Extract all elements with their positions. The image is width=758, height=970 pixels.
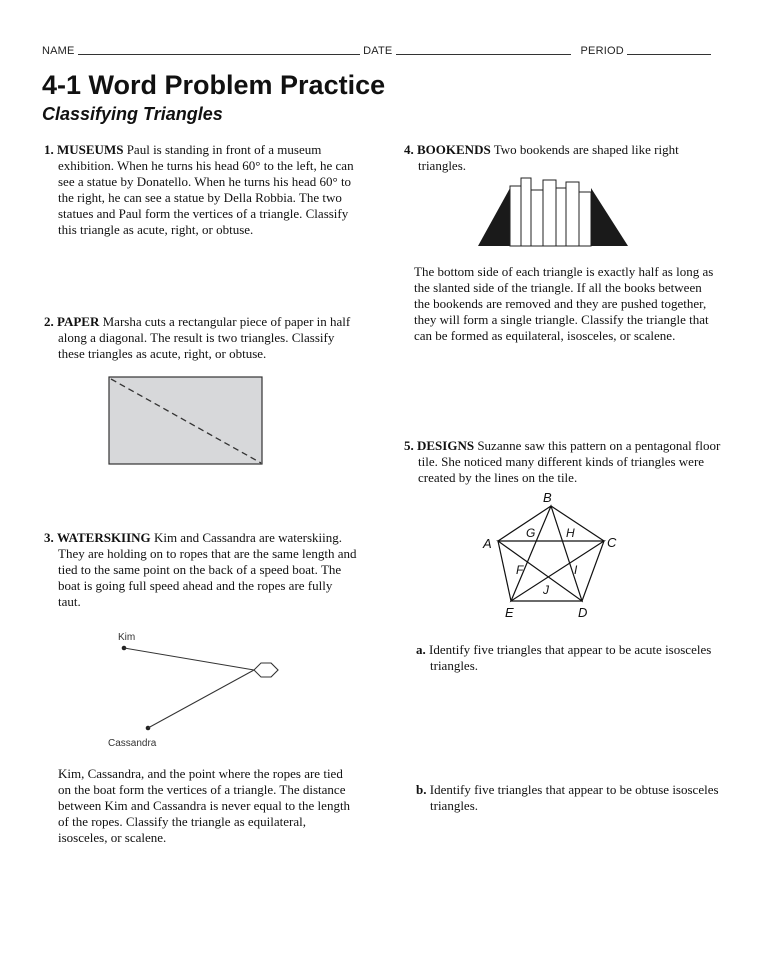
page-subtitle: Classifying Triangles — [42, 104, 223, 124]
problem-text: Marsha cuts a rectangular piece of paper in half along a diagonal. The result is two triangles. Classify these triangles as acute, right, or obtuse. — [58, 314, 351, 361]
problem-3 — [44, 530, 358, 610]
problem-keyword: DESIGNS — [417, 438, 475, 453]
sub-question-letter: a. — [416, 642, 426, 657]
cassandra-rope — [148, 670, 254, 728]
name-blank[interactable] — [78, 44, 360, 55]
book — [543, 180, 556, 246]
problem-number: 2. — [44, 314, 54, 329]
label-H: H — [566, 526, 575, 540]
label-F: F — [516, 563, 524, 577]
left-bookend — [478, 188, 510, 246]
problem-text: Kim and Cassandra are waterskiing. They are holding on to ropes that are the same length and tied to the same point on the back of a speed boat. The boat is going full speed ahead and the ropes are fully taut. — [58, 530, 357, 609]
label-A: A — [483, 536, 492, 551]
problem-2 — [44, 314, 356, 362]
bookends-figure — [476, 176, 632, 248]
problem-text: Paul is standing in front of a museum exhibition. When he turns his head 60° to the left, he can see a statue by Donatello. When he turns his head 60° to the right, he can see a statue by Della Robbia. The two statues and Paul form the vertices of a triangle. Classify this triangle as acute, right, or obtuse. — [58, 142, 354, 237]
problem-text: Suzanne saw this pattern on a pentagonal floor tile. She noticed many different kinds of triangles were created by the lines on the tile. — [418, 438, 721, 485]
book — [531, 190, 543, 246]
boat-bow — [271, 663, 278, 677]
label-B: B — [543, 490, 552, 505]
problem-4 — [404, 142, 718, 174]
kim-rope — [124, 648, 254, 670]
book — [566, 182, 579, 246]
date-label: DATE — [363, 45, 393, 57]
kim-label: Kim — [118, 632, 136, 643]
pentagon-star-figure — [476, 490, 626, 620]
date-blank[interactable] — [396, 44, 571, 55]
period-blank[interactable] — [627, 44, 711, 55]
name-label: NAME — [42, 45, 75, 57]
student-info-header — [42, 44, 722, 57]
label-C: C — [607, 535, 617, 550]
problem-keyword: MUSEUMS — [57, 142, 124, 157]
label-D: D — [578, 605, 588, 620]
sub-question-letter: b. — [416, 782, 427, 797]
cassandra-label: Cassandra — [108, 738, 157, 749]
book — [579, 192, 591, 246]
period-label: PERIOD — [580, 45, 624, 57]
label-J: J — [543, 583, 549, 597]
problem-number: 4. — [404, 142, 414, 157]
book — [556, 188, 566, 246]
star-diagonals — [498, 506, 604, 601]
problem-5b — [416, 782, 720, 814]
label-G: G — [526, 526, 536, 540]
problem-number: 5. — [404, 438, 414, 453]
problem-4-followup: The bottom side of each triangle is exactly half as long as the slanted side of the triangle. If all the books between the bookends are removed and they are pushed together, they will form a single triangle. Classify the triangle that can be formed as equilateral, isosceles, or scalene. — [414, 264, 714, 343]
problem-keyword: PAPER — [57, 314, 100, 329]
problem-keyword: WATERSKIING — [57, 530, 151, 545]
waterskiing-figure — [104, 628, 294, 752]
problem-1 — [44, 142, 356, 238]
problem-5 — [404, 438, 724, 486]
problem-number: 1. — [44, 142, 54, 157]
sub-question-text: Identify five triangles that appear to be acute isosceles triangles. — [429, 642, 712, 673]
problem-keyword: BOOKENDS — [417, 142, 491, 157]
book — [510, 186, 521, 246]
page-title: 4-1 Word Problem Practice — [42, 70, 386, 100]
problem-number: 3. — [44, 530, 54, 545]
problem-5a — [416, 642, 720, 674]
book — [521, 178, 531, 246]
sub-question-text: Identify five triangles that appear to be obtuse isosceles triangles. — [429, 782, 719, 813]
problem-3-followup: Kim, Cassandra, and the point where the ropes are tied on the boat form the vertices of a triangle. The distance between Kim and Cassandra is never equal to the length of the ropes. Classify the triangle as equilateral, isosceles, or scalene. — [58, 766, 351, 845]
right-bookend — [591, 188, 628, 246]
label-I: I — [574, 563, 578, 577]
paper-diagonal-figure — [108, 376, 264, 466]
pentagon-outline — [498, 506, 604, 601]
label-E: E — [505, 605, 514, 620]
problem-text: Two bookends are shaped like right triangles. — [418, 142, 679, 173]
